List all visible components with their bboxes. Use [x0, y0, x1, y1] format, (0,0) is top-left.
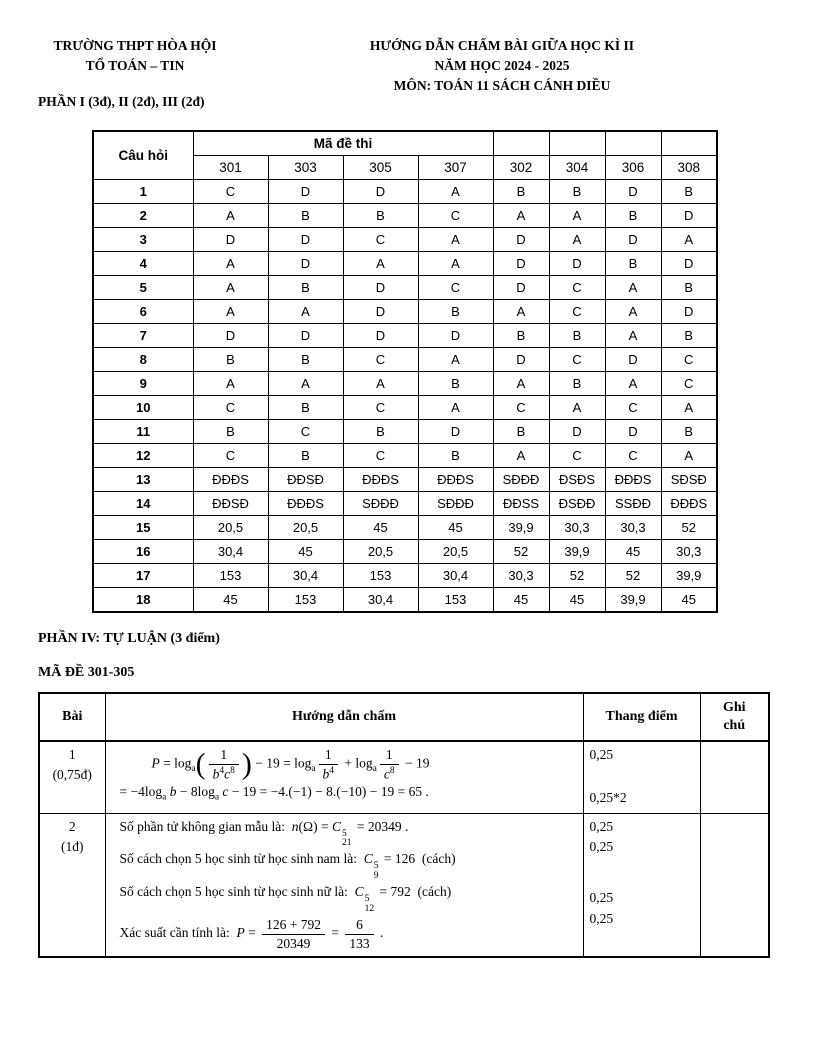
- answer-cell: B: [493, 180, 549, 204]
- answer-cell: A: [418, 252, 493, 276]
- answer-cell: A: [193, 204, 268, 228]
- essay-grading-table: [38, 692, 770, 958]
- answer-cell: A: [268, 372, 343, 396]
- answer-cell: 30,4: [343, 588, 418, 613]
- score-value: 0,25: [589, 747, 614, 762]
- answer-cell: A: [193, 276, 268, 300]
- answer-cell: A: [418, 228, 493, 252]
- essay-header-thangdiem: Thang điểm: [583, 693, 700, 741]
- answer-cell: D: [268, 180, 343, 204]
- exam-code: 306: [605, 156, 661, 180]
- answer-row: [93, 300, 717, 324]
- answer-cell: ĐĐĐS: [193, 468, 268, 492]
- question-number: 17: [93, 564, 193, 588]
- answer-cell: 30,3: [493, 564, 549, 588]
- answer-cell: B: [493, 324, 549, 348]
- answer-cell: A: [493, 372, 549, 396]
- note-cell: [700, 813, 769, 957]
- answer-cell: B: [268, 396, 343, 420]
- school-name: TRƯỜNG THPT HÒA HỘI: [53, 38, 217, 53]
- answer-cell: B: [661, 324, 717, 348]
- exam-code: 301: [193, 156, 268, 180]
- question-number: 13: [93, 468, 193, 492]
- answer-cell: D: [343, 276, 418, 300]
- exam-code: 308: [661, 156, 717, 180]
- answer-cell: ĐĐĐS: [343, 468, 418, 492]
- department-name: TỔ TOÁN – TIN: [85, 58, 185, 73]
- answer-cell: C: [343, 228, 418, 252]
- answer-cell: D: [343, 300, 418, 324]
- answer-cell: 153: [418, 588, 493, 613]
- answer-row: [93, 228, 717, 252]
- answer-cell: C: [605, 444, 661, 468]
- question-number: 12: [93, 444, 193, 468]
- answer-cell: B: [605, 204, 661, 228]
- answer-cell: D: [193, 324, 268, 348]
- math-line: Số phần tử không gian mẫu là: n(Ω) = C 5 21 = 20349 .: [119, 818, 409, 849]
- question-number: 14: [93, 492, 193, 516]
- answer-cell: 52: [661, 516, 717, 540]
- answer-cell: D: [549, 420, 605, 444]
- score-value: 0,25: [589, 818, 614, 834]
- answer-cell: C: [549, 444, 605, 468]
- question-number: 7: [93, 324, 193, 348]
- question-number: 16: [93, 540, 193, 564]
- answer-cell: A: [343, 252, 418, 276]
- answer-cell: C: [343, 444, 418, 468]
- problem-number: 2: [68, 818, 76, 834]
- answer-cell: A: [493, 204, 549, 228]
- math-line: Số cách chọn 5 học sinh từ học sinh nữ là: C 5 12 = 792 (cách): [119, 884, 452, 915]
- answer-cell: C: [418, 204, 493, 228]
- answer-cell: ĐSĐĐ: [549, 492, 605, 516]
- answer-cell: B: [661, 276, 717, 300]
- answer-cell: A: [605, 324, 661, 348]
- answer-cell: D: [493, 228, 549, 252]
- solution-cell: [105, 813, 583, 957]
- answer-row: [93, 252, 717, 276]
- question-number: 6: [93, 300, 193, 324]
- answer-cell: 45: [193, 588, 268, 613]
- answer-cell: D: [343, 180, 418, 204]
- answer-cell: B: [605, 252, 661, 276]
- answer-cell: A: [549, 228, 605, 252]
- question-number: 1: [93, 180, 193, 204]
- exam-code: 307: [418, 156, 493, 180]
- answer-row: [93, 516, 717, 540]
- answer-cell: B: [268, 276, 343, 300]
- answer-cell: 39,9: [549, 540, 605, 564]
- answer-cell: A: [418, 180, 493, 204]
- answer-row: [93, 420, 717, 444]
- answer-cell: 153: [268, 588, 343, 613]
- title-line-3: MÔN: TOÁN 11 SÁCH CÁNH DIỀU: [393, 78, 611, 93]
- answer-row: [93, 372, 717, 396]
- score-spacer: [590, 858, 694, 888]
- answer-cell: C: [549, 276, 605, 300]
- math-line: Xác suất cần tính là: P = $\frac{126 + 792}{20349}$ = $\frac{6}{133}$ .: [119, 917, 384, 951]
- answer-cell: D: [493, 348, 549, 372]
- math-line: $P = \log_a$( $\frac{1}{b^4c^8}$ ) − $19 = \log_a$ $\frac{1}{b^4}$ + $\log_a$ $\frac{1}{c^8}$ − 19: [151, 747, 430, 782]
- school-header: [26, 36, 244, 76]
- score-cell: [583, 813, 700, 957]
- answer-cell: 39,9: [493, 516, 549, 540]
- answer-cell: C: [549, 348, 605, 372]
- answer-cell: B: [268, 444, 343, 468]
- answer-cell: C: [193, 180, 268, 204]
- answer-cell: ĐĐSĐ: [268, 468, 343, 492]
- answer-cell: A: [193, 300, 268, 324]
- answer-row: [93, 540, 717, 564]
- answer-cell: 30,4: [418, 564, 493, 588]
- essay-header-row: [39, 693, 769, 741]
- answer-cell: B: [193, 348, 268, 372]
- answer-cell: 153: [343, 564, 418, 588]
- question-number: 9: [93, 372, 193, 396]
- question-number: 4: [93, 252, 193, 276]
- answer-cell: D: [605, 348, 661, 372]
- answer-cell: C: [343, 396, 418, 420]
- answer-cell: A: [661, 228, 717, 252]
- answer-row: [93, 588, 717, 613]
- answer-row: [93, 396, 717, 420]
- answer-cell: C: [549, 300, 605, 324]
- essay-header-bai: Bài: [39, 693, 105, 741]
- answer-cell: 45: [418, 516, 493, 540]
- answer-key-table: [92, 130, 718, 613]
- answer-row: [93, 180, 717, 204]
- answer-cell: A: [343, 372, 418, 396]
- answer-cell: B: [549, 180, 605, 204]
- answer-cell: D: [268, 252, 343, 276]
- answer-cell: 153: [193, 564, 268, 588]
- title-line-1: HƯỚNG DẪN CHẤM BÀI GIỮA HỌC KÌ II: [369, 38, 635, 53]
- answer-cell: D: [661, 204, 717, 228]
- answer-cell: 20,5: [268, 516, 343, 540]
- answer-cell: B: [549, 372, 605, 396]
- part-label: PHẦN I (3đ), II (2đ), III (2đ): [38, 94, 205, 109]
- answer-cell: B: [193, 420, 268, 444]
- question-number: 3: [93, 228, 193, 252]
- exam-code: 305: [343, 156, 418, 180]
- answer-cell: ĐĐĐS: [418, 468, 493, 492]
- answer-row: [93, 468, 717, 492]
- question-number: 8: [93, 348, 193, 372]
- answer-cell: SĐSĐ: [661, 468, 717, 492]
- answer-cell: 30,4: [268, 564, 343, 588]
- answer-cell: 52: [493, 540, 549, 564]
- answer-cell: D: [268, 228, 343, 252]
- answer-cell: A: [268, 300, 343, 324]
- answer-cell: A: [418, 348, 493, 372]
- answer-cell: SĐĐĐ: [418, 492, 493, 516]
- empty-header-cell: [661, 131, 717, 156]
- answer-cell: SĐĐĐ: [343, 492, 418, 516]
- question-number: 2: [93, 204, 193, 228]
- exam-code: 303: [268, 156, 343, 180]
- answer-cell: C: [418, 276, 493, 300]
- answer-cell: B: [268, 204, 343, 228]
- empty-header-cell: [493, 131, 549, 156]
- answer-cell: A: [549, 396, 605, 420]
- answer-cell: A: [549, 204, 605, 228]
- answer-cell: A: [605, 372, 661, 396]
- answer-cell: D: [605, 180, 661, 204]
- question-number: 10: [93, 396, 193, 420]
- answer-cell: A: [193, 372, 268, 396]
- answer-cell: B: [661, 180, 717, 204]
- answer-cell: D: [661, 300, 717, 324]
- answer-row: [93, 276, 717, 300]
- answer-cell: C: [268, 420, 343, 444]
- answer-cell: D: [605, 228, 661, 252]
- title-line-2: NĂM HỌC 2024 - 2025: [434, 58, 570, 73]
- answer-cell: 45: [343, 516, 418, 540]
- question-number: 15: [93, 516, 193, 540]
- answer-cell: B: [661, 420, 717, 444]
- answer-row: [93, 444, 717, 468]
- math-line: Số cách chọn 5 học sinh từ học sinh nam là: C 5 9 = 126 (cách): [119, 851, 456, 882]
- empty-header-cell: [549, 131, 605, 156]
- answer-cell: 30,3: [661, 540, 717, 564]
- answer-cell: B: [418, 372, 493, 396]
- score-value: 0,25: [589, 911, 614, 927]
- answer-cell: A: [605, 276, 661, 300]
- answer-cell: C: [493, 396, 549, 420]
- answer-cell: B: [493, 420, 549, 444]
- answer-cell: B: [549, 324, 605, 348]
- answer-cell: A: [493, 300, 549, 324]
- answer-cell: C: [193, 444, 268, 468]
- score-value: 0,25: [589, 839, 614, 855]
- answer-cell: 45: [493, 588, 549, 613]
- section-iv-title: PHẦN IV: TỰ LUẬN (3 điểm): [38, 631, 220, 646]
- answer-cell: A: [193, 252, 268, 276]
- answer-cell: D: [193, 228, 268, 252]
- answer-cell: 39,9: [605, 588, 661, 613]
- answers-body: [93, 180, 717, 613]
- answer-cell: 20,5: [418, 540, 493, 564]
- answer-cell: 45: [549, 588, 605, 613]
- answer-cell: B: [418, 444, 493, 468]
- note-cell: [700, 741, 769, 813]
- exam-code-group-header: Mã đề thi: [193, 131, 493, 156]
- answer-cell: 39,9: [661, 564, 717, 588]
- answer-cell: SĐĐĐ: [493, 468, 549, 492]
- answer-cell: C: [193, 396, 268, 420]
- answer-row: [93, 204, 717, 228]
- answer-cell: ĐĐĐS: [605, 468, 661, 492]
- answer-cell: D: [268, 324, 343, 348]
- answer-cell: 30,3: [605, 516, 661, 540]
- answer-row: [93, 348, 717, 372]
- essay-header-ghichu: Ghi chú: [700, 693, 769, 741]
- answer-cell: A: [605, 300, 661, 324]
- answer-header-row-1: [93, 131, 717, 156]
- answer-cell: ĐSĐS: [549, 468, 605, 492]
- answer-cell: ĐĐĐS: [661, 492, 717, 516]
- answer-cell: A: [493, 444, 549, 468]
- answer-cell: 20,5: [193, 516, 268, 540]
- answer-cell: SSĐĐ: [605, 492, 661, 516]
- exam-code: 302: [493, 156, 549, 180]
- answer-cell: C: [343, 348, 418, 372]
- score-value: 0,25*2: [589, 789, 627, 805]
- answer-cell: C: [661, 372, 717, 396]
- problem-points: (1đ): [61, 838, 84, 854]
- essay-row-2: [39, 813, 769, 957]
- answer-cell: D: [418, 324, 493, 348]
- score-value: 0,25: [589, 890, 614, 906]
- answer-cell: A: [661, 444, 717, 468]
- answer-cell: D: [605, 420, 661, 444]
- answer-cell: B: [343, 204, 418, 228]
- empty-header-cell: [605, 131, 661, 156]
- answer-cell: 45: [605, 540, 661, 564]
- question-number: 18: [93, 588, 193, 613]
- answer-cell: C: [661, 348, 717, 372]
- essay-header-huongdan: Hướng dẫn chấm: [105, 693, 583, 741]
- answer-cell: ĐĐSĐ: [193, 492, 268, 516]
- answer-cell: D: [418, 420, 493, 444]
- answer-cell: 45: [661, 588, 717, 613]
- answer-cell: D: [493, 252, 549, 276]
- answer-cell: 30,4: [193, 540, 268, 564]
- section-iv-subtitle: MÃ ĐỀ 301-305: [38, 665, 135, 680]
- answer-row: [93, 564, 717, 588]
- problem-number: 1: [68, 747, 76, 762]
- question-number: 11: [93, 420, 193, 444]
- answer-cell: D: [343, 324, 418, 348]
- answer-row: [93, 324, 717, 348]
- answer-cell: 30,3: [549, 516, 605, 540]
- answer-row: [93, 492, 717, 516]
- problem-points: (0,75đ): [52, 767, 92, 783]
- answer-cell: 52: [605, 564, 661, 588]
- answer-cell: 20,5: [343, 540, 418, 564]
- solution-cell: [105, 741, 583, 813]
- answer-cell: 45: [268, 540, 343, 564]
- math-line: = $-4\log_a$ $b - 8\log_a$ c − 19 = −4.(−1) − 8.(−10) − 19 = 65 .: [119, 783, 429, 803]
- essay-row-1: [39, 741, 769, 813]
- answer-cell: D: [493, 276, 549, 300]
- answer-cell: A: [661, 396, 717, 420]
- problem-number-cell: [39, 813, 105, 957]
- answer-cell: A: [418, 396, 493, 420]
- document-title: [318, 36, 686, 96]
- score-spacer: [590, 766, 694, 788]
- answer-cell: C: [605, 396, 661, 420]
- answer-cell: D: [661, 252, 717, 276]
- answer-cell: B: [343, 420, 418, 444]
- score-cell: [583, 741, 700, 813]
- answer-cell: B: [268, 348, 343, 372]
- problem-number-cell: [39, 741, 105, 813]
- answer-cell: ĐĐSS: [493, 492, 549, 516]
- question-column-header: Câu hỏi: [93, 131, 193, 180]
- question-number: 5: [93, 276, 193, 300]
- answer-cell: ĐĐĐS: [268, 492, 343, 516]
- answer-cell: 52: [549, 564, 605, 588]
- answer-cell: B: [418, 300, 493, 324]
- exam-code: 304: [549, 156, 605, 180]
- answer-cell: D: [549, 252, 605, 276]
